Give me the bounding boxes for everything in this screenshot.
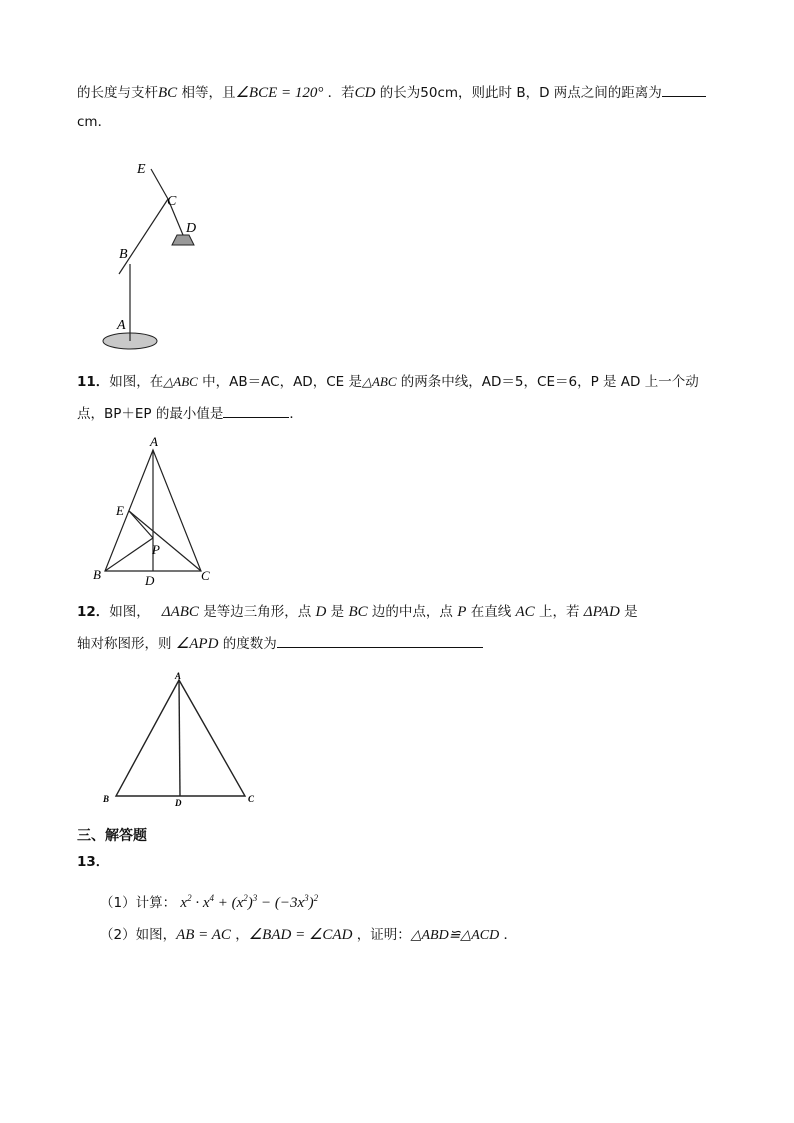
label-b: B — [93, 567, 101, 582]
q10-text: ．若 — [323, 85, 355, 101]
q12-text: 是 — [619, 604, 638, 620]
lamp-shade — [172, 235, 194, 245]
median-ce — [129, 511, 201, 571]
q11-line2 — [77, 403, 303, 424]
q10-lamp-figure — [95, 152, 215, 357]
q13-part2 — [100, 925, 517, 946]
q11-text: 的两条中线，AD＝5，CE＝6，P 是 AD 上一个动 — [396, 374, 699, 390]
label-a: A — [150, 434, 158, 449]
q12-bc: BC — [348, 604, 368, 620]
q12-triangle-figure — [98, 668, 263, 810]
q12-line2 — [77, 633, 483, 654]
q12-ac: AC — [515, 604, 535, 620]
q11-answer-blank[interactable] — [223, 403, 289, 418]
q13-expression: $x^2 \cdot x^4 + (x^2)^3 - (-3x^3)^2$ — [180, 893, 319, 911]
q13-text: ，证明： — [352, 927, 411, 943]
q11-triangle-figure — [88, 432, 218, 587]
q10-angle: ∠BCE = 120° — [235, 85, 324, 101]
q12-text: 是 — [326, 604, 349, 620]
q12-d: D — [315, 604, 327, 620]
q10-bc: BC — [158, 85, 178, 101]
label-a: A — [117, 318, 126, 333]
q13-part1-label: （1）计算： — [100, 895, 177, 911]
q11-line1 — [77, 372, 699, 392]
label-p: P — [152, 542, 160, 557]
q12-text: 在直线 — [466, 604, 516, 620]
label-c: C — [167, 194, 177, 209]
q12-text: 边的中点，点 — [367, 604, 458, 620]
q12-pad: ΔPAD — [583, 604, 620, 620]
label-a: A — [175, 671, 182, 681]
segment-bp — [105, 538, 153, 571]
section-heading: 三、解答题 — [77, 828, 147, 844]
q11-number: 11． — [77, 374, 110, 390]
q10-text: 相等，且 — [177, 85, 236, 101]
label-b: B — [103, 794, 110, 804]
segment-ep — [129, 511, 153, 538]
q12-text: 上，若 — [534, 604, 584, 620]
label-e: E — [116, 503, 124, 518]
q12-apd: ∠APD — [175, 636, 219, 652]
q13-angles: ∠BAD = ∠CAD — [248, 927, 353, 943]
q13-text: ． — [499, 927, 517, 943]
q10-line1 — [77, 82, 706, 103]
label-d: D — [186, 221, 197, 236]
q12-answer-blank[interactable] — [277, 633, 483, 648]
q10-cd: CD — [354, 85, 376, 101]
q10-text: 的长为50cm，则此时 B，D 两点之间的距离为 — [375, 85, 662, 101]
q12-text: 如图， — [109, 604, 150, 620]
label-c: C — [201, 568, 210, 583]
q13-ab-ac: AB = AC — [176, 927, 231, 943]
q12-text: 是等边三角形，点 — [198, 604, 316, 620]
q10-answer-blank[interactable] — [662, 82, 706, 97]
q13-part1 — [100, 888, 318, 913]
label-e: E — [137, 162, 146, 177]
rod-ce — [151, 169, 168, 199]
q12-p: P — [457, 604, 467, 620]
label-d: D — [175, 798, 182, 808]
q13-part2-label: （2）如图， — [100, 927, 177, 943]
label-b: B — [119, 247, 128, 262]
q11-text: ． — [289, 406, 303, 422]
q10-line2 — [77, 112, 111, 132]
q11-text: 中，AB＝AC，AD，CE 是 — [197, 374, 362, 390]
q11-triangle: △ABC — [163, 374, 198, 389]
rod-bc — [119, 199, 168, 274]
segment-ad — [179, 680, 180, 796]
label-d: D — [145, 573, 155, 587]
q10-text: 的长度与支杆 — [77, 85, 158, 101]
q11-text: 点，BP＋EP 的最小值是 — [77, 406, 224, 422]
q12-text: 的度数为 — [218, 636, 277, 652]
q13-number: 13． — [77, 854, 110, 870]
q12-line1 — [77, 602, 638, 622]
q11-triangle: △ABC — [361, 374, 397, 389]
label-c: C — [248, 794, 255, 804]
q12-text: 轴对称图形，则 — [77, 636, 176, 652]
q12-triangle: ΔABC — [161, 604, 199, 620]
q13-text: ， — [230, 927, 249, 943]
q10-unit: cm． — [77, 114, 112, 130]
q13-congruence: △ABD≌△ACD — [410, 928, 500, 943]
q11-text: 如图，在 — [109, 374, 164, 390]
q13-number-line — [77, 852, 109, 872]
q12-number: 12． — [77, 604, 110, 620]
